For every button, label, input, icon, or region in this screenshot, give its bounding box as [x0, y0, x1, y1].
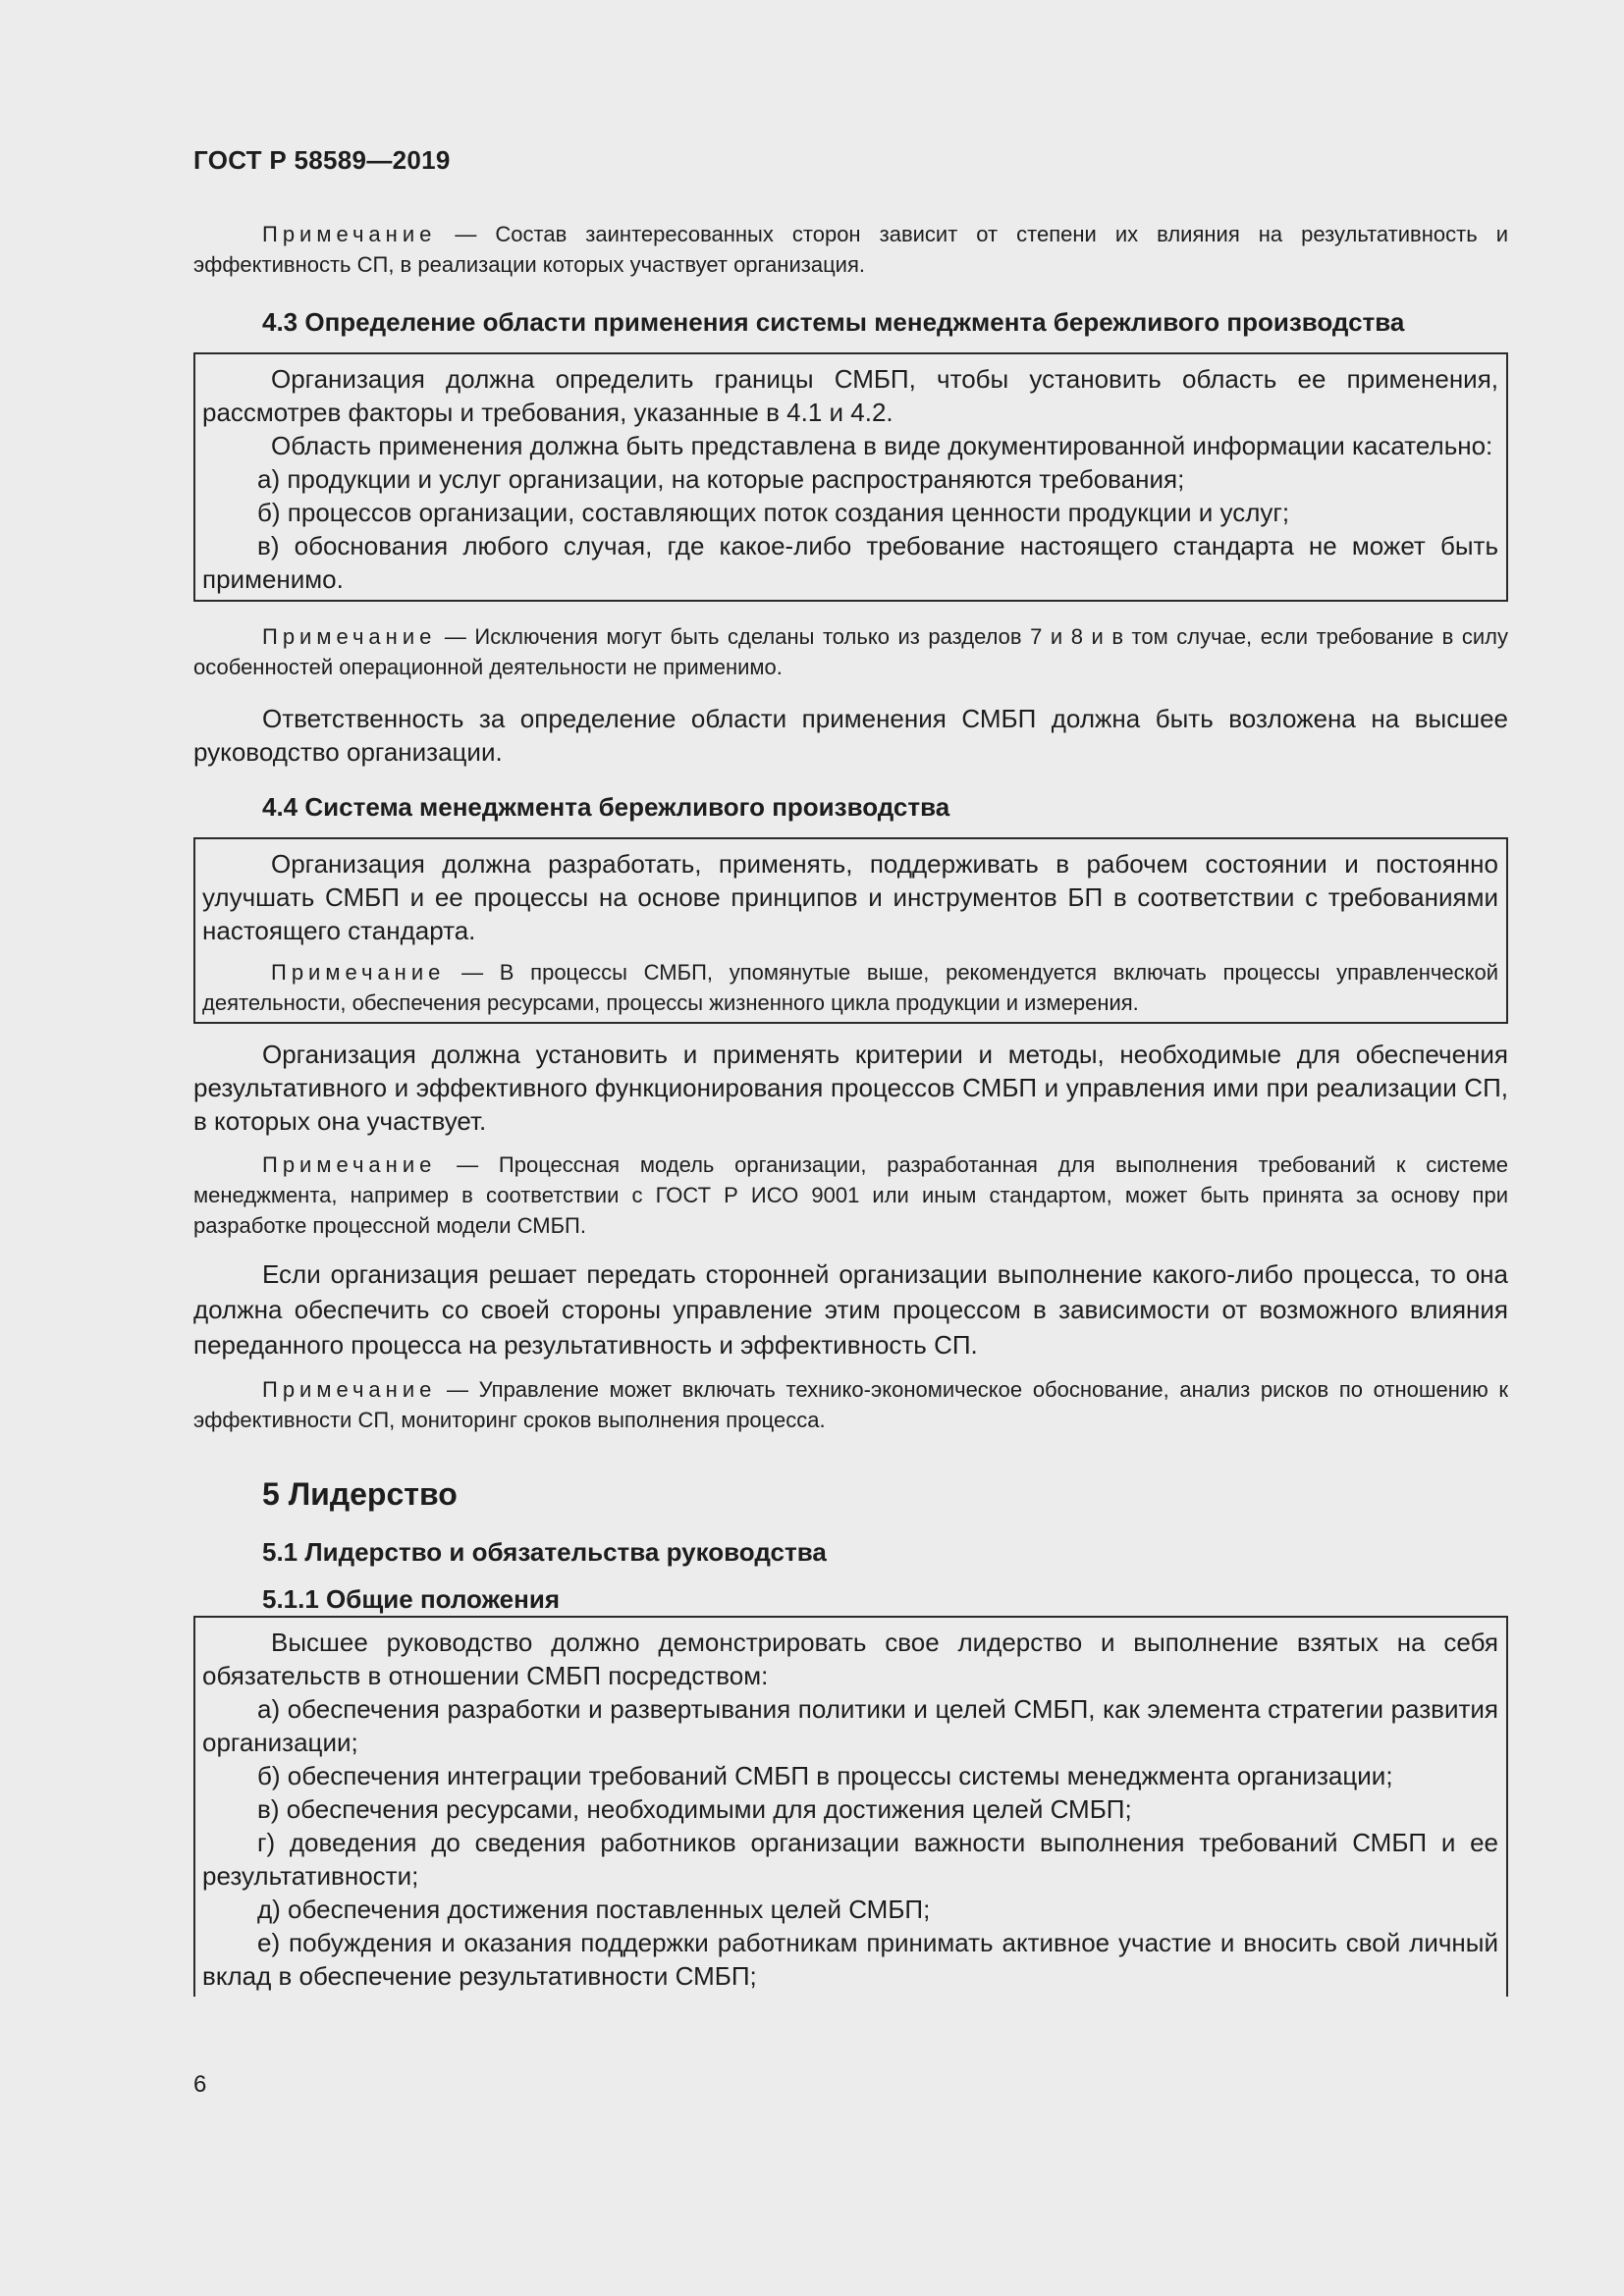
note-text: — Исключения могут быть сделаны только из разделов 7 и 8 и в том случае, если требование в силу особенностей операционной деятельности не применимо. — [193, 624, 1508, 679]
note-label: Примечание — [262, 222, 437, 246]
list-item: а) обеспечения разработки и развертывания политики и целей СМБП, как элемента стратегии развития организации; — [202, 1694, 1498, 1757]
note-text: — В процессы СМБП, упомянутые выше, рекомендуется включать процессы управленческой деятельности, обеспечения ресурсами, процессы жизненного цикла продукции и измерения. — [202, 960, 1498, 1015]
page-number: 6 — [193, 2071, 207, 2098]
note-label: Примечание — [262, 1152, 437, 1177]
note-3 — [193, 1149, 1508, 1241]
box-note — [202, 957, 1498, 1018]
list-item: б) обеспечения интеграции требований СМБП в процессы системы менеджмента организации; — [257, 1761, 1393, 1790]
requirement-box-4-4 — [193, 837, 1508, 1024]
paragraph: Ответственность за определение области применения СМБП должна быть возложена на высшее руководство организации. — [193, 704, 1508, 767]
list-item: б) процессов организации, составляющих поток создания ценности продукции и услуг; — [257, 498, 1290, 527]
requirement-box-4-3 — [193, 352, 1508, 602]
note-1 — [193, 219, 1508, 280]
note-4 — [193, 1374, 1508, 1435]
list-item: г) доведения до сведения работников организации важности выполнения требований СМБП и ее результативности; — [202, 1828, 1498, 1891]
section-5-heading: 5 Лидерство — [262, 1476, 458, 1512]
paragraph: Если организация решает передать сторонней организации выполнение какого-либо процесса, то она должна обеспечить со своей стороны управление этим процессом в зависимости от возможного влияния переданного процесса на результативность и эффективность СП. — [193, 1259, 1508, 1360]
list-item: е) побуждения и оказания поддержки работникам принимать активное участие и вносить свой личный вклад в обеспечение результативности СМБП; — [202, 1928, 1498, 1991]
box-paragraph: Область применения должна быть представлена в виде документированной информации касательно: — [271, 431, 1493, 460]
section-4-3-heading: 4.3 Определение области применения системы менеджмента бережливого производства — [262, 307, 1405, 337]
requirement-box-5-1-1 — [193, 1616, 1508, 1997]
note-label: Примечание — [271, 960, 446, 985]
note-text: — Управление может включать технико-экономическое обоснование, анализ рисков по отношению к эффективности СП, мониторинг сроков выполнения процесса. — [193, 1377, 1508, 1432]
note-label: Примечание — [262, 1377, 437, 1402]
document-header: ГОСТ Р 58589—2019 — [193, 145, 451, 175]
document-page — [193, 145, 1508, 1997]
list-item: а) продукции и услуг организации, на которые распространяются требования; — [257, 464, 1185, 494]
note-label: Примечание — [262, 624, 437, 649]
section-4-4-heading: 4.4 Система менеджмента бережливого производства — [262, 792, 950, 822]
list-item: д) обеспечения достижения поставленных целей СМБП; — [257, 1895, 931, 1924]
paragraph: Организация должна установить и применять критерии и методы, необходимые для обеспечения результативного и эффективного функционирования процессов СМБП и управления ими при реализации СП, в которых она участвует. — [193, 1040, 1508, 1136]
box-paragraph: Организация должна разработать, применять, поддерживать в рабочем состоянии и постоянно улучшать СМБП и ее процессы на основе принципов и инструментов БП в соответствии с требованиями настоящего стандарта. — [202, 849, 1498, 945]
note-text: — Состав заинтересованных сторон зависит от степени их влияния на результативность и эффективность СП, в реализации которых участвует организация. — [193, 222, 1508, 277]
list-item: в) обеспечения ресурсами, необходимыми для достижения целей СМБП; — [257, 1794, 1132, 1824]
section-5-1-1-heading: 5.1.1 Общие положения — [262, 1584, 560, 1614]
note-2 — [193, 621, 1508, 682]
box-paragraph: Организация должна определить границы СМБП, чтобы установить область ее применения, рассмотрев факторы и требования, указанные в 4.1 и 4.2. — [202, 364, 1498, 427]
note-text: — Процессная модель организации, разработанная для выполнения требований к системе менеджмента, например в соответствии с ГОСТ Р ИСО 9001 или иным стандартом, может быть принята за основу при разработке процессной модели СМБП. — [193, 1152, 1508, 1238]
section-5-1-heading: 5.1 Лидерство и обязательства руководства — [262, 1537, 827, 1567]
list-item: в) обоснования любого случая, где какое-либо требование настоящего стандарта не может быть применимо. — [202, 531, 1498, 594]
box-paragraph: Высшее руководство должно демонстрировать свое лидерство и выполнение взятых на себя обязательств в отношении СМБП посредством: — [202, 1628, 1498, 1690]
